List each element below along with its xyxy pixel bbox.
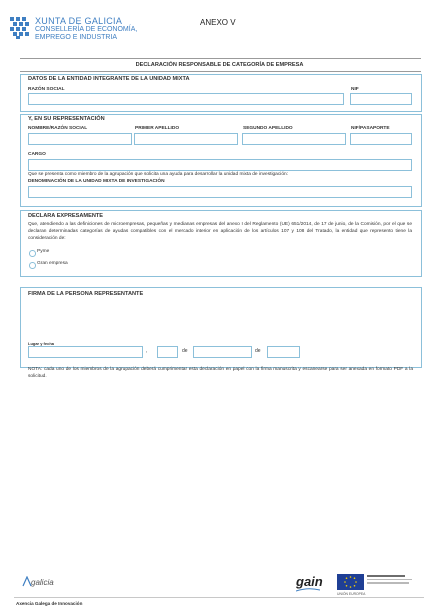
year-field[interactable]	[267, 346, 300, 358]
membership-note: Que se presenta como miembro de la agrupación que solicita una ayuda para desarrollar la unidad mixta de investigación:	[28, 172, 288, 177]
eu-caption: UNIÓN EUROPEA	[337, 592, 366, 596]
title-rule-bottom	[20, 71, 421, 72]
annex-label: ANEXO V	[200, 18, 236, 27]
submission-note: NOTA: cada uno de los miembros de la agrupación deberá cumprimentar esta declaración en papel con la firma manuscrita y escanearse para ser anexada en formato PDF a la solicitud.	[28, 367, 413, 380]
place-date-label: Lugar y fecha	[28, 341, 55, 346]
agency-name: Axencia Galega de Innovación	[16, 601, 83, 606]
day-field[interactable]	[157, 346, 178, 358]
eu-funding-text	[367, 575, 412, 586]
name-label: NOMBRE/RAZÓN SOCIAL	[28, 126, 88, 131]
galicia-logo-text: galicia	[31, 578, 54, 587]
month-field[interactable]	[193, 346, 252, 358]
gran-empresa-radio[interactable]	[29, 262, 36, 269]
declaration-section-title: DECLARA EXPRESAMENTE	[28, 213, 104, 219]
first-surname-label: PRIMER APELLIDO	[135, 126, 180, 131]
razon-social-field[interactable]	[28, 93, 344, 105]
passport-label: NIF/PASAPORTE	[351, 126, 390, 131]
org-name: XUNTA DE GALICIA	[35, 16, 123, 26]
de-separator-1: de	[182, 348, 188, 354]
entity-section-title: DATOS DE LA ENTIDAD INTEGRANTE DE LA UNIDAD MIXTA	[28, 76, 190, 82]
department-line-1: CONSELLERÍA DE ECONOMÍA,	[35, 26, 138, 33]
representative-section-title: Y, EN SU REPRESENTACIÓN	[28, 116, 105, 122]
position-label: CARGO	[28, 152, 46, 157]
footer-rule	[14, 597, 424, 598]
eu-flag-icon	[337, 574, 364, 590]
xunta-logo-icon	[9, 16, 31, 40]
org-name-block	[35, 16, 137, 41]
unit-name-label: DENOMINACIÓN DE LA UNIDAD MIXTA DE INVESTIGACIÓN	[28, 179, 165, 184]
signature-section-title: FIRMA DE LA PERSONA REPRESENTANTE	[28, 291, 144, 297]
place-field[interactable]	[28, 346, 143, 358]
pyme-radio[interactable]	[29, 250, 36, 257]
passport-field[interactable]	[350, 133, 412, 145]
gain-logo-swoosh-icon	[296, 588, 320, 592]
document-title: DECLARACIÓN RESPONSABLE DE CATEGORÍA DE EMPRESA	[135, 62, 304, 68]
title-rule-top	[20, 58, 421, 59]
second-surname-label: SEGUNDO APELLIDO	[243, 126, 293, 131]
comma-separator: ,	[146, 348, 148, 354]
department-line-2: EMPREGO E INDUSTRIA	[35, 33, 118, 41]
unit-name-field[interactable]	[28, 186, 412, 198]
position-field[interactable]	[28, 159, 412, 171]
gain-logo: gain	[296, 574, 323, 589]
de-separator-2: de	[255, 348, 261, 354]
razon-social-label: RAZÓN SOCIAL	[28, 87, 65, 92]
pyme-option-label: Pyme	[37, 249, 50, 254]
gran-empresa-option-label: Gran empresa	[37, 261, 68, 266]
name-field[interactable]	[28, 133, 132, 145]
entity-nif-label: NIF	[351, 87, 359, 92]
declaration-text: Que, atendiendo a las definiciones de microempresas, pequeñas y medianas empresas del anexo I del Reglamento (UE) 651/2014, de 17 de junio, de la Comisión, por el que se declaran determinadas categorías de ayudas compatibles con el mercado interior en aplicación de los artículos 107 y 108 del Tratado, la entidad que represento tiene la consideración de:	[28, 222, 412, 242]
second-surname-field[interactable]	[242, 133, 346, 145]
first-surname-field[interactable]	[134, 133, 238, 145]
entity-nif-field[interactable]	[350, 93, 412, 105]
